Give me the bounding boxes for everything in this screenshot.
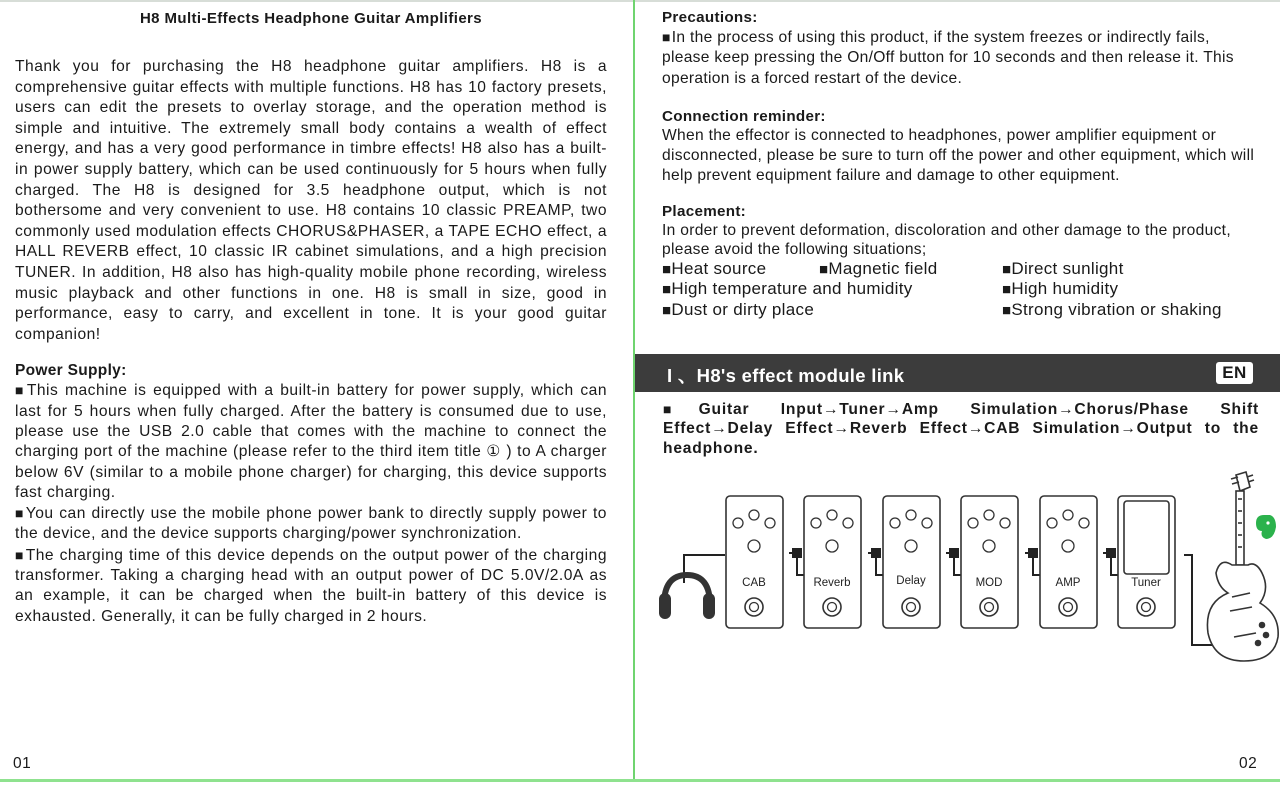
pedal-cab — [726, 496, 783, 628]
pedal-label-mod: MOD — [975, 577, 1003, 589]
pedal-amp — [1040, 496, 1097, 628]
placement-item: ■ Heat source — [662, 259, 819, 280]
section-header-bar — [635, 354, 1280, 392]
connection-text: When the effector is connected to headphones, power amplifier equipment or disconnected, please be sure to turn off the power and other equipment, which will help prevent equipment failure and damage to other equipment. — [662, 126, 1255, 185]
power-bullet-charging-time: ■ The charging time of this device depends on the output power of the charging transformer. Taking a charging head with an output power of DC 5.0V/2.0A as an example, it can be charged when the built-in battery of this device is exhausted. Generally, it can be fully charged in 2 hours. — [15, 545, 607, 627]
placement-list — [662, 259, 1262, 321]
right-page — [662, 8, 1262, 320]
placement-item: ■ Dust or dirty place — [662, 300, 1002, 321]
left-page — [15, 8, 607, 627]
precautions-heading: Precautions: — [662, 9, 758, 26]
placement-text: In order to prevent deformation, discoloration and other damage to the product, please avoid the following situations; — [662, 221, 1231, 258]
placement-item: ■ High humidity — [1002, 279, 1262, 300]
page-number-left: 01 — [13, 755, 32, 772]
placement-heading: Placement: — [662, 202, 747, 220]
section-title: I 、H8's effect module link — [667, 365, 905, 386]
pedal-label-delay: Delay — [896, 575, 926, 587]
pedal-reverb — [804, 496, 861, 628]
intro-paragraph: Thank you for purchasing the H8 headphone guitar amplifiers. H8 is a comprehensive guitar effects with multiple functions. H8 has 10 factory presets, users can edit the presets to overlay storage, and the operation method is simple and intuitive. The extremely small body contains a wealth of effect energy, and has a very good performance in timbre effects! H8 also has a built-in power supply battery, which can be used continuously for 5 hours when fully charged. The H8 is designed for 3.5 headphone output, which is not bothersome and very convenient to use. H8 contains 10 classic PREAMP, two commonly used modulation effects CHORUS&PHASER, a TAPE ECHO effect, a HALL REVERB effect, 10 classic IR cabinet simulations, and a high precision TUNER. In addition, H8 also has high-quality mobile phone recording, wireless music playback and other functions in one. H8 is small in size, good in performance, easy to carry, and excellent in tone. It is your good guitar companion! — [15, 58, 607, 343]
pedal-tuner — [1118, 496, 1175, 628]
effect-chain-diagram — [652, 465, 1280, 670]
pedal-label-cab: CAB — [742, 577, 766, 589]
pedal-label-tuner: Tuner — [1131, 577, 1161, 589]
headphone-icon — [659, 575, 715, 619]
precautions-text: ■ In the process of using this product, if the system freezes or indirectly fails, please keep pressing the On/Off button for 10 seconds and then release it. This operation is a forced restart of the device. — [662, 27, 1262, 89]
placement-item: ■ High temperature and humidity — [662, 279, 1002, 300]
power-supply-section — [15, 361, 607, 627]
connection-heading: Connection reminder: — [662, 107, 826, 125]
power-supply-heading: Power Supply: — [15, 362, 127, 380]
language-badge: EN — [1216, 362, 1253, 384]
pedal-label-reverb: Reverb — [813, 577, 851, 589]
placement-item: ■ Magnetic field — [819, 259, 1002, 280]
pedal-mod — [961, 496, 1018, 628]
connection-section — [662, 107, 1262, 187]
power-bullet-battery: ■ This machine is equipped with a built-in battery for power supply, which can last for 5 hours when fully charged. After the battery is consumed due to use, please use the USB 2.0 cable that comes with the machine to connect the charging port of the machine (please refer to the third item title ① ) to A charger below 6V (similar to a mobile phone charger) for charging, this device supports fast charging. — [15, 380, 607, 503]
page-number-right: 02 — [1239, 755, 1258, 772]
power-bullet-powerbank: ■ You can directly use the mobile phone power bank to directly supply power to the device, and the device supports charging/power synchronization. — [15, 503, 607, 545]
placement-item: ■ Direct sunlight — [1002, 259, 1262, 280]
precautions-section — [662, 8, 1262, 89]
bottom-border — [0, 779, 1280, 782]
signal-chain-text: ■ Guitar Input→Tuner→Amp Simulation→Chorus/Phase Shift Effect→Delay Effect→Reverb Effect→CAB Simulation→Output to the headphone. — [663, 400, 1259, 458]
document-title: H8 Multi-Effects Headphone Guitar Amplifiers — [139, 10, 483, 27]
pedal-delay — [883, 496, 940, 628]
pedal-label-amp: AMP — [1055, 577, 1081, 589]
placement-section — [662, 202, 1262, 321]
top-border — [0, 0, 1280, 2]
electric-guitar-icon — [1207, 472, 1278, 661]
placement-item: ■ Strong vibration or shaking — [1002, 300, 1262, 321]
evernote-logo-icon — [1256, 515, 1276, 539]
